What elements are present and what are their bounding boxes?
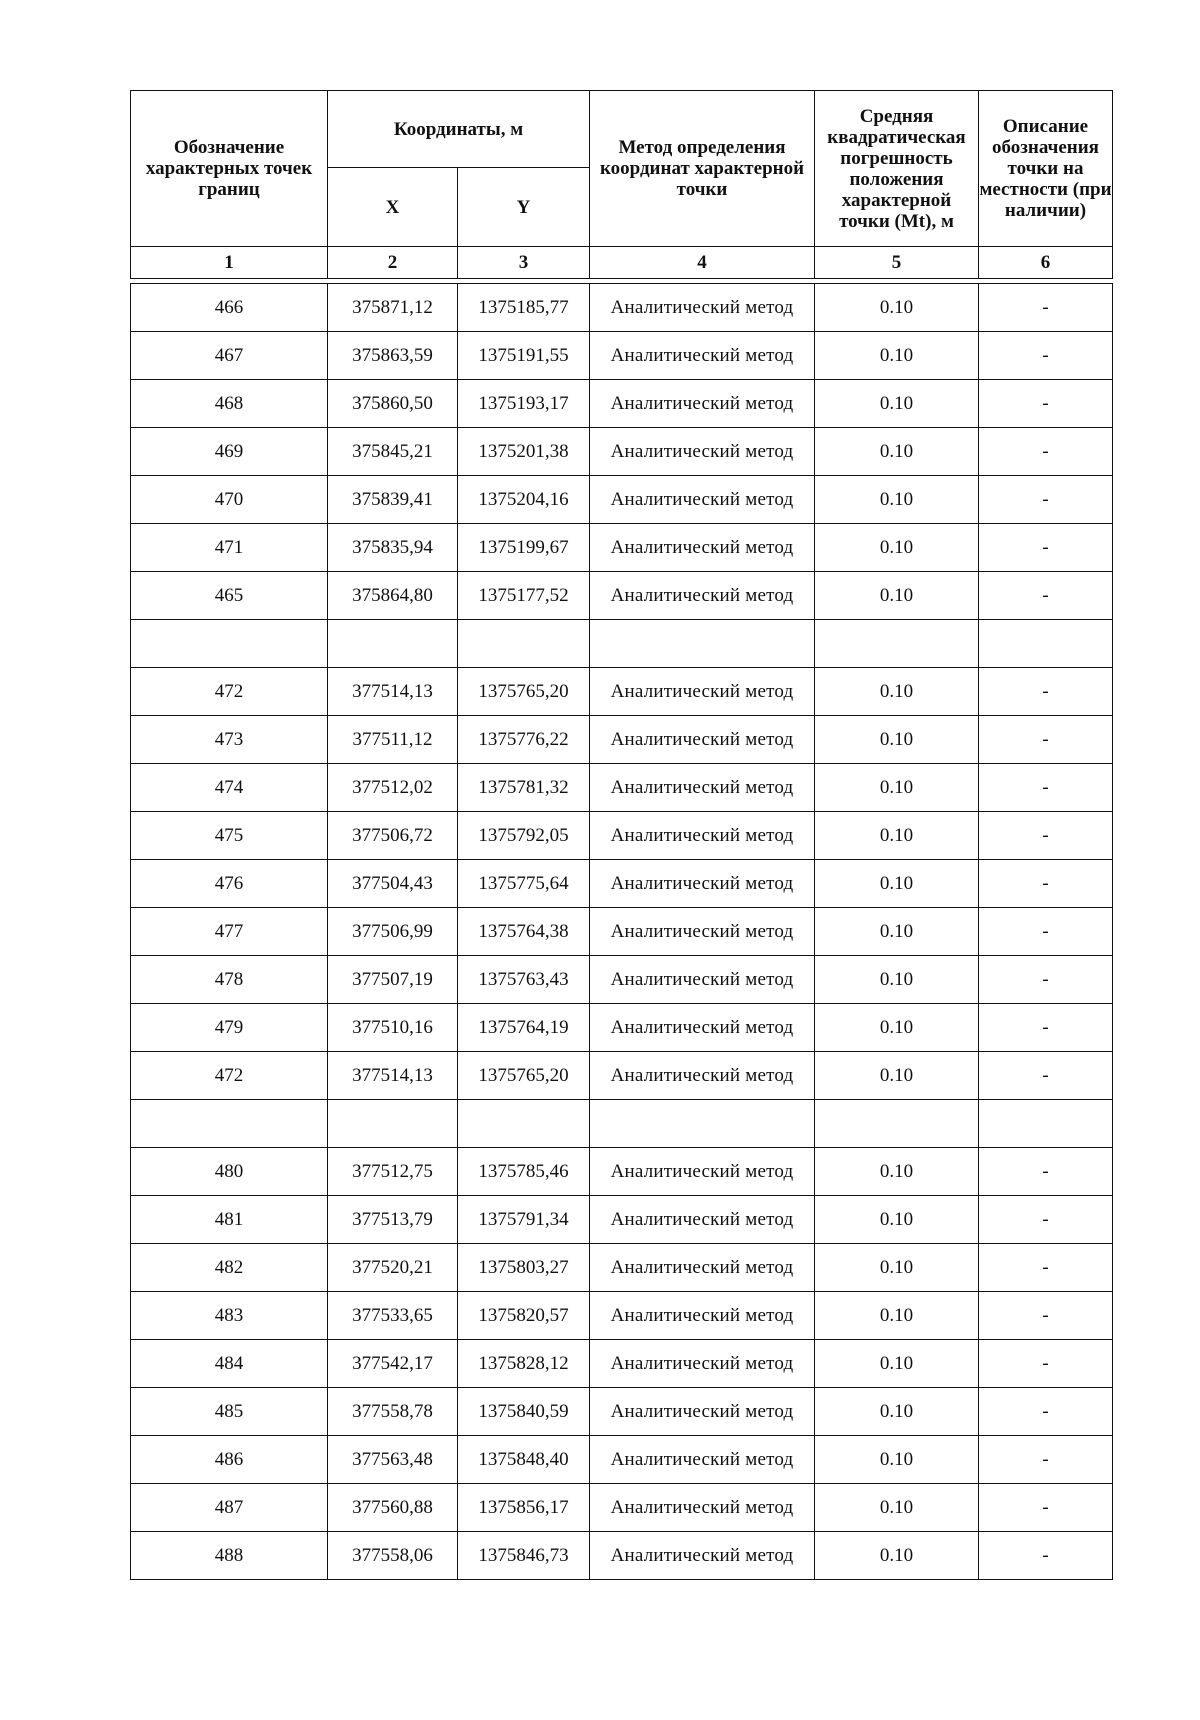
method-cell bbox=[590, 620, 815, 668]
method-cell: Аналитический метод bbox=[590, 716, 815, 764]
point-cell: 474 bbox=[131, 764, 328, 812]
y-cell: 1375803,27 bbox=[458, 1244, 590, 1292]
table-row bbox=[131, 1388, 1113, 1436]
point-cell: 470 bbox=[131, 476, 328, 524]
header-method: Метод определения координат характерной точки bbox=[590, 91, 815, 247]
x-cell: 377514,13 bbox=[328, 1052, 458, 1100]
y-cell: 1375764,19 bbox=[458, 1004, 590, 1052]
table-row bbox=[131, 524, 1113, 572]
y-cell: 1375763,43 bbox=[458, 956, 590, 1004]
y-cell: 1375193,17 bbox=[458, 380, 590, 428]
table-row bbox=[131, 764, 1113, 812]
point-cell: 475 bbox=[131, 812, 328, 860]
x-cell: 377504,43 bbox=[328, 860, 458, 908]
table-row bbox=[131, 476, 1113, 524]
point-cell: 483 bbox=[131, 1292, 328, 1340]
method-cell: Аналитический метод bbox=[590, 332, 815, 380]
table-row bbox=[131, 908, 1113, 956]
error-cell: 0.10 bbox=[815, 1196, 979, 1244]
y-cell: 1375828,12 bbox=[458, 1340, 590, 1388]
method-cell: Аналитический метод bbox=[590, 572, 815, 620]
description-cell: - bbox=[979, 956, 1113, 1004]
error-cell: 0.10 bbox=[815, 476, 979, 524]
method-cell: Аналитический метод bbox=[590, 956, 815, 1004]
point-cell: 473 bbox=[131, 716, 328, 764]
method-cell bbox=[590, 1100, 815, 1148]
description-cell: - bbox=[979, 908, 1113, 956]
y-cell: 1375199,67 bbox=[458, 524, 590, 572]
table-row bbox=[131, 1436, 1113, 1484]
table-row bbox=[131, 716, 1113, 764]
table-row bbox=[131, 284, 1113, 332]
error-cell: 0.10 bbox=[815, 284, 979, 332]
y-cell: 1375776,22 bbox=[458, 716, 590, 764]
table-row bbox=[131, 668, 1113, 716]
point-cell: 467 bbox=[131, 332, 328, 380]
table-header bbox=[131, 91, 1113, 247]
x-cell: 377514,13 bbox=[328, 668, 458, 716]
y-cell: 1375185,77 bbox=[458, 284, 590, 332]
method-cell: Аналитический метод bbox=[590, 1244, 815, 1292]
point-cell: 466 bbox=[131, 284, 328, 332]
error-cell: 0.10 bbox=[815, 1484, 979, 1532]
x-cell: 377512,02 bbox=[328, 764, 458, 812]
point-cell: 476 bbox=[131, 860, 328, 908]
table-row bbox=[131, 1196, 1113, 1244]
method-cell: Аналитический метод bbox=[590, 812, 815, 860]
error-cell: 0.10 bbox=[815, 332, 979, 380]
error-cell: 0.10 bbox=[815, 908, 979, 956]
table-body bbox=[131, 284, 1113, 1580]
x-cell: 377558,78 bbox=[328, 1388, 458, 1436]
empty-row bbox=[131, 1100, 1113, 1148]
x-cell: 377560,88 bbox=[328, 1484, 458, 1532]
error-cell: 0.10 bbox=[815, 668, 979, 716]
x-cell: 375835,94 bbox=[328, 524, 458, 572]
x-cell: 375845,21 bbox=[328, 428, 458, 476]
method-cell: Аналитический метод bbox=[590, 1292, 815, 1340]
x-cell: 377542,17 bbox=[328, 1340, 458, 1388]
description-cell: - bbox=[979, 1052, 1113, 1100]
table-row bbox=[131, 1004, 1113, 1052]
error-cell: 0.10 bbox=[815, 1388, 979, 1436]
y-cell: 1375856,17 bbox=[458, 1484, 590, 1532]
table-row bbox=[131, 812, 1113, 860]
error-cell: 0.10 bbox=[815, 524, 979, 572]
empty-row bbox=[131, 620, 1113, 668]
x-cell: 377510,16 bbox=[328, 1004, 458, 1052]
header-y: Y bbox=[458, 168, 590, 247]
x-cell: 375864,80 bbox=[328, 572, 458, 620]
table-row bbox=[131, 380, 1113, 428]
description-cell: - bbox=[979, 1148, 1113, 1196]
description-cell: - bbox=[979, 284, 1113, 332]
y-cell: 1375791,34 bbox=[458, 1196, 590, 1244]
point-cell: 479 bbox=[131, 1004, 328, 1052]
y-cell: 1375775,64 bbox=[458, 860, 590, 908]
description-cell bbox=[979, 620, 1113, 668]
description-cell bbox=[979, 1100, 1113, 1148]
point-cell: 468 bbox=[131, 380, 328, 428]
column-number: 3 bbox=[458, 247, 590, 279]
x-cell: 377506,99 bbox=[328, 908, 458, 956]
x-cell: 377507,19 bbox=[328, 956, 458, 1004]
y-cell: 1375204,16 bbox=[458, 476, 590, 524]
x-cell bbox=[328, 620, 458, 668]
point-cell: 477 bbox=[131, 908, 328, 956]
point-cell: 485 bbox=[131, 1388, 328, 1436]
table-row bbox=[131, 1052, 1113, 1100]
x-cell: 377506,72 bbox=[328, 812, 458, 860]
description-cell: - bbox=[979, 1196, 1113, 1244]
header-description: Описание обозначения точки на местности (при наличии) bbox=[979, 91, 1113, 247]
coordinates-table-sheet bbox=[130, 90, 1112, 1580]
header-mean-square-error: Средняя квадратическая погрешность положения характерной точки (Mt), м bbox=[815, 91, 979, 247]
point-cell: 488 bbox=[131, 1532, 328, 1580]
method-cell: Аналитический метод bbox=[590, 908, 815, 956]
method-cell: Аналитический метод bbox=[590, 1196, 815, 1244]
header-x: X bbox=[328, 168, 458, 247]
method-cell: Аналитический метод bbox=[590, 284, 815, 332]
description-cell: - bbox=[979, 1532, 1113, 1580]
table-row bbox=[131, 572, 1113, 620]
x-cell: 377520,21 bbox=[328, 1244, 458, 1292]
point-cell: 484 bbox=[131, 1340, 328, 1388]
error-cell: 0.10 bbox=[815, 380, 979, 428]
description-cell: - bbox=[979, 860, 1113, 908]
column-number: 6 bbox=[979, 247, 1113, 279]
x-cell: 375860,50 bbox=[328, 380, 458, 428]
method-cell: Аналитический метод bbox=[590, 1004, 815, 1052]
y-cell: 1375820,57 bbox=[458, 1292, 590, 1340]
y-cell: 1375191,55 bbox=[458, 332, 590, 380]
point-cell bbox=[131, 1100, 328, 1148]
method-cell: Аналитический метод bbox=[590, 1484, 815, 1532]
y-cell: 1375177,52 bbox=[458, 572, 590, 620]
point-cell: 472 bbox=[131, 668, 328, 716]
description-cell: - bbox=[979, 1388, 1113, 1436]
column-number: 5 bbox=[815, 247, 979, 279]
point-cell bbox=[131, 620, 328, 668]
error-cell: 0.10 bbox=[815, 1532, 979, 1580]
point-cell: 469 bbox=[131, 428, 328, 476]
error-cell: 0.10 bbox=[815, 1004, 979, 1052]
point-cell: 487 bbox=[131, 1484, 328, 1532]
description-cell: - bbox=[979, 1340, 1113, 1388]
table-row bbox=[131, 1532, 1113, 1580]
y-cell: 1375846,73 bbox=[458, 1532, 590, 1580]
table-row bbox=[131, 956, 1113, 1004]
error-cell: 0.10 bbox=[815, 572, 979, 620]
description-cell: - bbox=[979, 1436, 1113, 1484]
column-number: 1 bbox=[131, 247, 328, 279]
method-cell: Аналитический метод bbox=[590, 1340, 815, 1388]
error-cell: 0.10 bbox=[815, 956, 979, 1004]
description-cell: - bbox=[979, 1004, 1113, 1052]
method-cell: Аналитический метод bbox=[590, 1052, 815, 1100]
error-cell bbox=[815, 1100, 979, 1148]
header-point-designation: Обозначение характерных точек границ bbox=[131, 91, 328, 247]
y-cell: 1375785,46 bbox=[458, 1148, 590, 1196]
table-row bbox=[131, 428, 1113, 476]
method-cell: Аналитический метод bbox=[590, 764, 815, 812]
error-cell: 0.10 bbox=[815, 1340, 979, 1388]
description-cell: - bbox=[979, 716, 1113, 764]
method-cell: Аналитический метод bbox=[590, 1388, 815, 1436]
column-number-row bbox=[131, 247, 1113, 279]
point-cell: 472 bbox=[131, 1052, 328, 1100]
error-cell: 0.10 bbox=[815, 1436, 979, 1484]
point-cell: 478 bbox=[131, 956, 328, 1004]
point-cell: 486 bbox=[131, 1436, 328, 1484]
error-cell: 0.10 bbox=[815, 860, 979, 908]
header-coordinates: Координаты, м bbox=[328, 91, 590, 168]
x-cell: 375839,41 bbox=[328, 476, 458, 524]
table-row bbox=[131, 1484, 1113, 1532]
y-cell: 1375792,05 bbox=[458, 812, 590, 860]
y-cell: 1375848,40 bbox=[458, 1436, 590, 1484]
x-cell: 375871,12 bbox=[328, 284, 458, 332]
column-number: 4 bbox=[590, 247, 815, 279]
x-cell: 377563,48 bbox=[328, 1436, 458, 1484]
point-cell: 482 bbox=[131, 1244, 328, 1292]
description-cell: - bbox=[979, 764, 1113, 812]
method-cell: Аналитический метод bbox=[590, 476, 815, 524]
y-cell: 1375765,20 bbox=[458, 668, 590, 716]
point-cell: 465 bbox=[131, 572, 328, 620]
description-cell: - bbox=[979, 668, 1113, 716]
error-cell: 0.10 bbox=[815, 1148, 979, 1196]
column-number: 2 bbox=[328, 247, 458, 279]
description-cell: - bbox=[979, 1292, 1113, 1340]
table-row bbox=[131, 332, 1113, 380]
method-cell: Аналитический метод bbox=[590, 860, 815, 908]
method-cell: Аналитический метод bbox=[590, 428, 815, 476]
point-cell: 471 bbox=[131, 524, 328, 572]
error-cell: 0.10 bbox=[815, 1052, 979, 1100]
description-cell: - bbox=[979, 1244, 1113, 1292]
method-cell: Аналитический метод bbox=[590, 668, 815, 716]
y-cell bbox=[458, 620, 590, 668]
y-cell: 1375764,38 bbox=[458, 908, 590, 956]
x-cell: 377558,06 bbox=[328, 1532, 458, 1580]
method-cell: Аналитический метод bbox=[590, 524, 815, 572]
y-cell: 1375765,20 bbox=[458, 1052, 590, 1100]
point-cell: 481 bbox=[131, 1196, 328, 1244]
y-cell bbox=[458, 1100, 590, 1148]
table-row bbox=[131, 1244, 1113, 1292]
y-cell: 1375201,38 bbox=[458, 428, 590, 476]
error-cell: 0.10 bbox=[815, 1292, 979, 1340]
error-cell: 0.10 bbox=[815, 716, 979, 764]
error-cell: 0.10 bbox=[815, 428, 979, 476]
error-cell bbox=[815, 620, 979, 668]
method-cell: Аналитический метод bbox=[590, 1532, 815, 1580]
x-cell bbox=[328, 1100, 458, 1148]
x-cell: 377511,12 bbox=[328, 716, 458, 764]
x-cell: 377513,79 bbox=[328, 1196, 458, 1244]
coordinates-table bbox=[130, 90, 1113, 1580]
description-cell: - bbox=[979, 524, 1113, 572]
description-cell: - bbox=[979, 332, 1113, 380]
description-cell: - bbox=[979, 812, 1113, 860]
method-cell: Аналитический метод bbox=[590, 380, 815, 428]
error-cell: 0.10 bbox=[815, 812, 979, 860]
table-row bbox=[131, 1340, 1113, 1388]
x-cell: 377512,75 bbox=[328, 1148, 458, 1196]
x-cell: 377533,65 bbox=[328, 1292, 458, 1340]
description-cell: - bbox=[979, 380, 1113, 428]
description-cell: - bbox=[979, 1484, 1113, 1532]
table-row bbox=[131, 1292, 1113, 1340]
table-row bbox=[131, 860, 1113, 908]
method-cell: Аналитический метод bbox=[590, 1148, 815, 1196]
method-cell: Аналитический метод bbox=[590, 1436, 815, 1484]
description-cell: - bbox=[979, 476, 1113, 524]
y-cell: 1375781,32 bbox=[458, 764, 590, 812]
error-cell: 0.10 bbox=[815, 1244, 979, 1292]
y-cell: 1375840,59 bbox=[458, 1388, 590, 1436]
description-cell: - bbox=[979, 572, 1113, 620]
x-cell: 375863,59 bbox=[328, 332, 458, 380]
table-row bbox=[131, 1148, 1113, 1196]
point-cell: 480 bbox=[131, 1148, 328, 1196]
description-cell: - bbox=[979, 428, 1113, 476]
error-cell: 0.10 bbox=[815, 764, 979, 812]
